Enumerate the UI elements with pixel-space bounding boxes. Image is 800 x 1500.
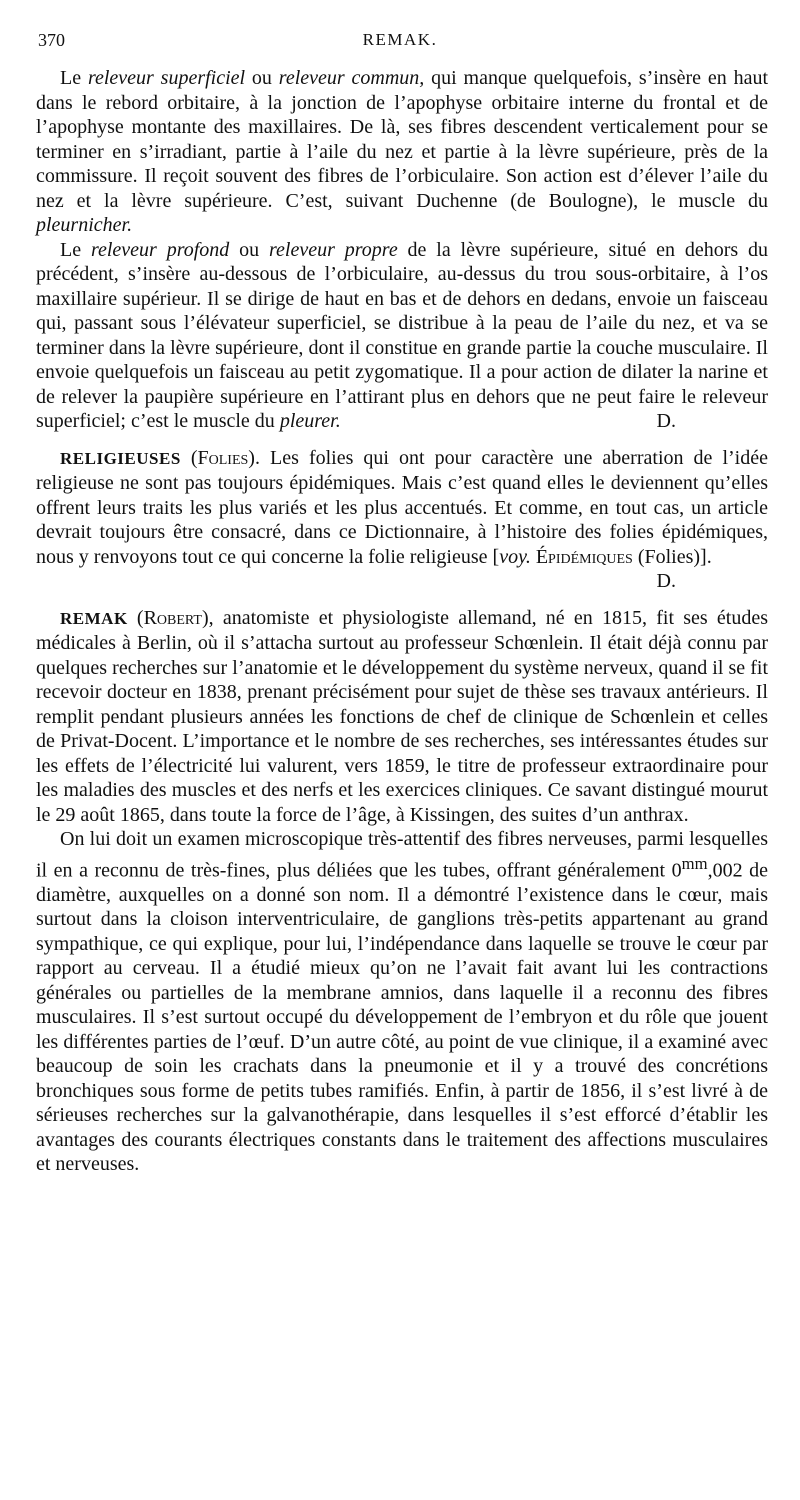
italic-term: voy. xyxy=(499,545,531,568)
page-number: 370 xyxy=(38,30,65,50)
text-run: ), xyxy=(201,606,223,629)
body-text xyxy=(36,66,768,1177)
text-run: On lui doit un examen microscopique très-attentif des fibres nerveuses, parmi lesquelles il en a reconnu de très-fines, plus déliées que les tubes, offrant généralement 0 xyxy=(36,828,768,882)
text-run: de la lèvre supérieure, situé en dehors du précédent, s’insère au-dessous de l’orbiculaire, au-dessus du trou sous-orbitaire, à l’os maxillaire supérieur. Il se dirige de haut en bas et de dehors en dedans, envoie un faisceau qui, passant sous l’élévateur superficiel, se distribue à la peau de l’aile du nez, et va se terminer dans la lèvre supérieure, dont il constitue en grande partie la couche musculaire. Il envoie quelquefois un faisceau au petit zygomatique. Il a pour action de dilater la narine et de relever la paupière supérieure en l’attirant plus en dehors que ne peut faire le releveur superficiel; c’est le muscle du xyxy=(36,238,769,432)
entry-qualifier: Folies xyxy=(197,446,249,469)
italic-term: releveur superficiel xyxy=(87,67,246,89)
entry-remak xyxy=(36,606,768,828)
unit-superscript: mm xyxy=(681,853,708,873)
text-run: anatomiste et physiologiste allemand, né en 1815, fit ses études médicales à Berlin, où il s’attacha surtout au professeur Schœnlein. Il était déjà connu par quelques recherches sur l’anatomie et le développement du système nerveux, quand il se fit recevoir docteur en 1838, prenant précisément pour sujet de thèse ses travaux antérieurs. Il remplit pendant plusieurs années les fonctions de chef de clinique de Schœnlein et celles de Privat-Docent. L’importance et le nombre de ses recherches, ses intéressantes études sur les effets de l’électricité lui valurent, vers 1859, le titre de professeur extraordinaire pour les maladies des muscles et des nerfs et les exercices cliniques. Ce savant distingué mourut le 29 août 1865, dans toute la force de l’âge, à Kissingen, des suites d’un anthrax. xyxy=(36,606,768,826)
paragraph-releveur-profond xyxy=(36,238,768,434)
text-run: ou xyxy=(245,67,279,89)
author-signature: D. xyxy=(656,570,676,592)
entry-headword: RELIGIEUSES xyxy=(60,448,181,468)
text-run: ( xyxy=(180,446,198,469)
entry-headword: REMAK xyxy=(60,608,128,628)
author-signature: D. xyxy=(656,410,676,432)
text-run: Les folies qui ont pour caractère une aberration de l’idée religieuse ne sont pas toujours épidémiques. Mais c’est quand elles le deviennent qu’elles offrent leurs traits les plus variés et les plus accentués. Et comme, en tout cas, un article devrait toujours être consacré, dans ce Dictionnaire, à l’histoire des folies épidémiques, nous y renvoyons tout ce qui concerne la folie religieuse [ xyxy=(36,446,768,568)
text-run: Le xyxy=(60,238,91,261)
italic-term: pleurer. xyxy=(279,410,341,432)
paragraph-releveur-superficiel xyxy=(36,66,768,238)
text-run: ). xyxy=(248,446,271,469)
text-run: (Folies)]. xyxy=(632,545,712,568)
running-title: REMAK. xyxy=(362,30,438,49)
paragraph-remak-work xyxy=(36,827,768,1177)
text-run: ou xyxy=(229,238,269,261)
entry-religieuses xyxy=(36,446,768,592)
italic-term: releveur commun, xyxy=(278,67,425,89)
text-run: qui manque quelquefois, s’insère en haut dans le rebord orbitaire, à la jonction de l’apophyse orbitaire interne du frontal et de l’apophyse montante des maxillaires. De là, ses fibres descendent verticalement pour se terminer en s’irradiant, partie à l’aile du nez et partie à la lèvre supérieure, près de la commissure. Il reçoit souvent des fibres de l’orbiculaire. Son action est d’élever l’aile du nez et la lèvre supérieure. C’est, suivant Duchenne (de Boulogne), le muscle du xyxy=(36,67,769,212)
italic-term: pleurnicher. xyxy=(36,214,133,236)
text-run: ( xyxy=(127,606,144,629)
italic-term: releveur propre xyxy=(269,238,398,261)
running-head xyxy=(38,30,762,60)
italic-term: releveur profond xyxy=(90,238,230,261)
text-run: Le xyxy=(60,67,88,89)
entry-qualifier: Robert xyxy=(143,606,202,629)
cross-reference: Épidémiques xyxy=(535,545,633,568)
text-run: ,002 de diamètre, auxquelles on a donné son nom. Il a démontré l’existence dans le cœur, mais surtout dans la cloison interventriculaire, de ganglions très-petits appartenant au grand sympathique, ce qui explique, pour lui, l’indépendance dans laquelle se trouve le cœur par rapport au cerveau. Il a étudié mieux qu’on ne l’avait fait avant lui les contractions générales ou partielles de la membrane amnios, dans laquelle il a reconnu des fibres musculaires. Il s’est surtout occupé du développement de l’embryon et du rôle que jouent les différentes parties de l’œuf. D’un autre côté, au point de vue clinique, il a examiné avec beaucoup de soin les crachats dans la pneumonie et il y a trouvé des concrétions bronchiques sous forme de petits tubes ramifiés. Enfin, à partir de 1856, il s’est livré à de sérieuses recherches sur la galvanothérapie, dans lesquelles il s’est efforcé d’établir les avantages des courants électriques constants dans le traitement des affections musculaires et nerveuses. xyxy=(36,859,768,1176)
